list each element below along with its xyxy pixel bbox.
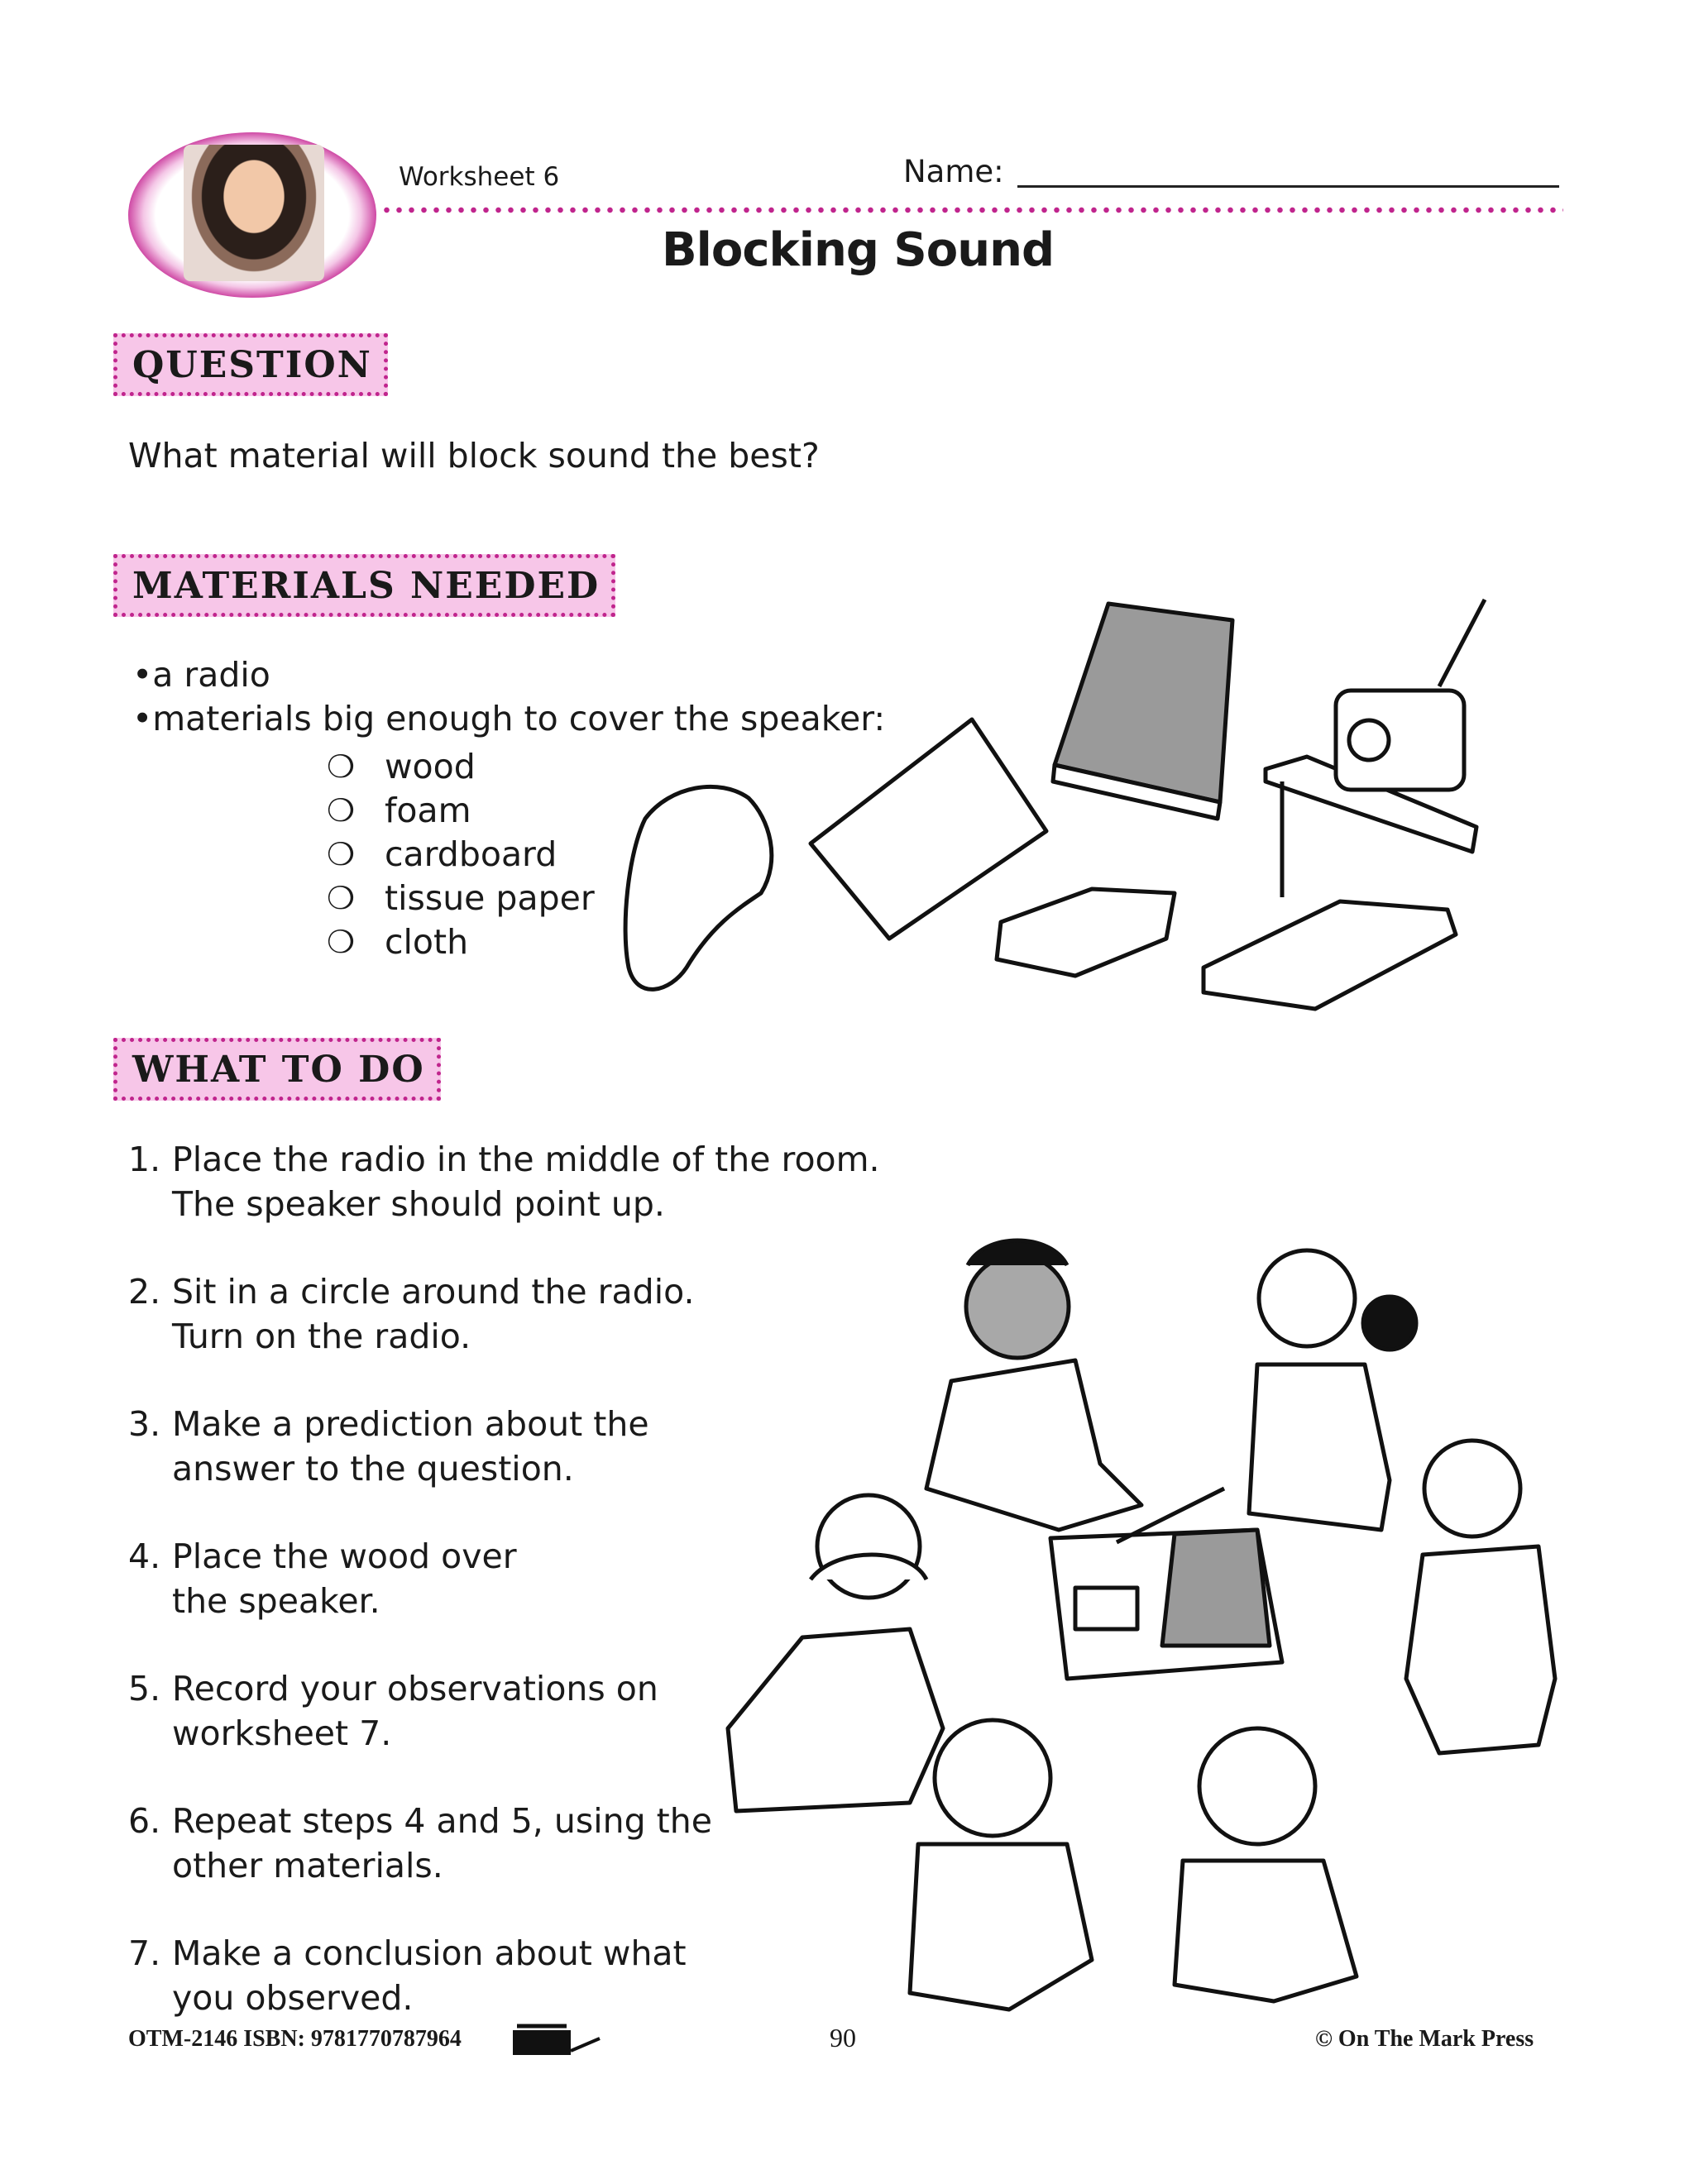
child-icon: [966, 1255, 1069, 1358]
step-1: 1. Place the radio in the middle of the room. The speaker should point up.: [128, 1140, 880, 1224]
cloth-icon: [625, 786, 772, 989]
page-title: Blocking Sound: [662, 223, 1055, 277]
footer-code: OTM-2146 ISBN: 9781770787964: [128, 2026, 462, 2052]
step-5: 5. Record your observations on worksheet 7.: [128, 1669, 658, 1753]
name-field-line[interactable]: [1017, 185, 1559, 188]
list-item: •a radio: [132, 655, 270, 695]
step-7: 7. Make a conclusion about what you observed.: [128, 1933, 687, 2018]
checkbox-circle-icon[interactable]: ❍: [327, 923, 356, 960]
publisher: © On The Mark Press: [1315, 2026, 1534, 2052]
option-cardboard[interactable]: ❍ cardboard: [327, 834, 557, 874]
option-tissue-paper[interactable]: ❍ tissue paper: [327, 877, 595, 918]
materials-options: [327, 744, 595, 963]
step-2: 2. Sit in a circle around the radio. Turn on the radio.: [128, 1272, 695, 1356]
child-with-headphones-photo: [184, 145, 324, 281]
checkbox-circle-icon[interactable]: ❍: [327, 835, 356, 872]
checkbox-circle-icon[interactable]: ❍: [327, 791, 356, 829]
child-icon: [935, 1720, 1050, 1836]
children-circle-illustration: [711, 1216, 1588, 2034]
worksheet-label: Worksheet 6: [399, 162, 560, 192]
option-wood[interactable]: ❍ wood: [327, 746, 476, 786]
checkbox-circle-icon[interactable]: ❍: [327, 748, 356, 785]
step-4: 4. Place the wood over the speaker.: [128, 1536, 517, 1621]
what-to-do-heading: WHAT TO DO: [113, 1038, 441, 1101]
materials-illustration: [596, 579, 1505, 1042]
step-6: 6. Repeat steps 4 and 5, using the other materials.: [128, 1801, 712, 1885]
materials-heading: MATERIALS NEEDED: [113, 554, 615, 617]
wood-icon: [1204, 901, 1456, 1009]
child-icon: [1259, 1250, 1355, 1346]
name-label: Name:: [903, 154, 1004, 189]
question-heading: QUESTION: [113, 333, 388, 396]
dotted-divider: [380, 207, 1563, 213]
foam-icon: [997, 889, 1175, 976]
child-icon: [817, 1495, 920, 1598]
scanner-icon: [509, 2018, 608, 2059]
radio-icon: [1336, 691, 1464, 790]
question-text: What material will block sound the best?: [128, 436, 820, 476]
list-item: •materials big enough to cover the speaker:: [132, 699, 886, 738]
tissue-paper-icon: [811, 719, 1046, 939]
step-3: 3. Make a prediction about the answer to the question.: [128, 1404, 649, 1489]
child-icon: [1424, 1441, 1520, 1536]
option-foam[interactable]: ❍ foam: [327, 790, 471, 830]
option-cloth[interactable]: ❍ cloth: [327, 921, 469, 962]
child-icon: [1199, 1728, 1315, 1844]
page-number: 90: [830, 2023, 856, 2053]
checkbox-circle-icon[interactable]: ❍: [327, 879, 356, 916]
